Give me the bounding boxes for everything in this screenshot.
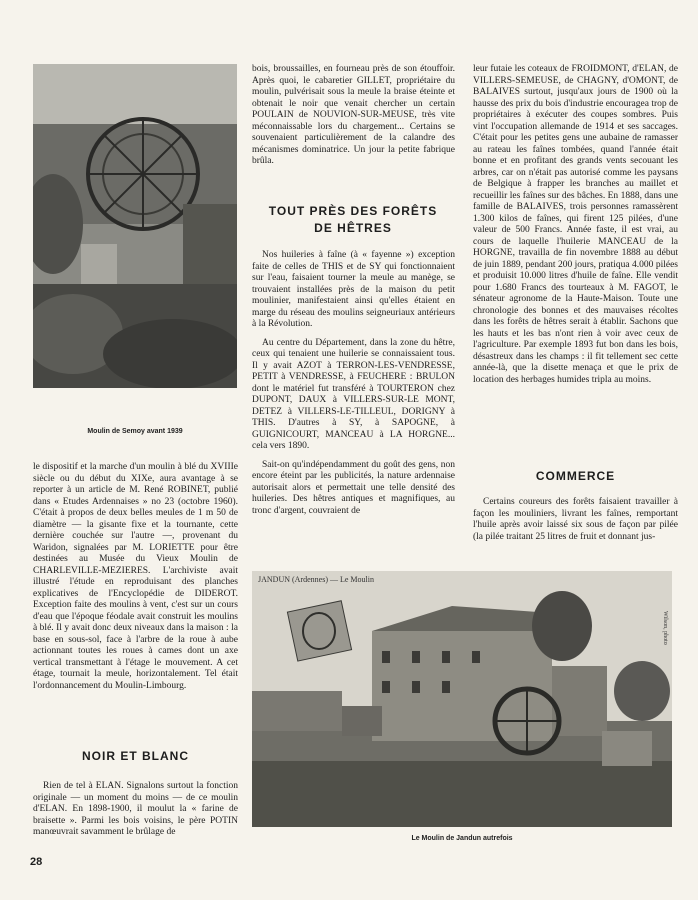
mill-wheel-photo-illustration bbox=[33, 64, 237, 388]
postcard-illustration bbox=[252, 571, 672, 827]
heading-commerce: COMMERCE bbox=[535, 469, 616, 483]
col2-paragraph-1: Nos huileries à faîne (à « fayenne ») exception faite de celles de THIS et de SY qui fonctionnaient sur l'eau, faisaient tourner la meule au manège, se trouvaient installées près de la maison du petit moulinier, manifestaient ainsi qu'elles étaient en marge du réseau des moulins seigneuriaux antérieurs à la Révolution. bbox=[252, 250, 455, 329]
col1-paragraph-2: Rien de tel à ELAN. Signalons surtout la fonction originale — un moment du moins — de ce moulin d'ELAN. En 1898-1900, il moulut la « farine de braisette ». Parmi les bois voisins, le père POTIN manœuvrait savamment le brûlage de bbox=[33, 781, 238, 837]
postcard-publisher: Wilson, photo bbox=[662, 611, 668, 645]
col3-paragraph: leur futaie les coteaux de FROIDMONT, d'ELAN, de VILLERS-SEMEUSE, de CHAGNY, d'OMONT, de BALAIVES surtout, jusqu'aux jours de 1900 où la hausse des prix du bois d'industrie encouragea trop de propriétaires à exécuter des coupes sombres. Puis vint l'occupation allemande de 1914 et ses saccages. C'était pour les petites gens une aubaine de ramasser au rateau les faînes tombées, quand l'année était bonne et en profitant des grands vents secouant les arbres, car on n'était pas autorisé comme les paysans de Belgique à frapper les branches au maillet et recueillir les faînes sur des bâches. En 1888, dans une famille de BALAIVES, trois personnes ramassèrent 1.300 kilos de faînes, qui firent 125 pilées, d'une valeur de 500 Francs. Année faste, il est vrai, au cours de laquelle l'huilerie MANCEAU de la HORGNE, travailla de fin novembre 1888 au début de juin 1889, pendant 200 jours, pratiqua 4.000 pilées et produisit 10.000 litres d'huile de faîne. Elle vendit pour 1.680 Francs des tourteaux à M. FAGOT, le sénateur agronome de la Haute-Maison. Toute une chronologie des bonnes et des mauvaises récoltes dans les forêts de hêtres serait à établir. Sachons que les hauts et les bas n'ont rien à voir avec ceux de l'agriculture. Par exemple 1893 fut bon dans les bois, désastreux dans les champs : il fit tellement sec cette année-là, que la disette menaça et que le prix de location des herbages humides tripla au moins. bbox=[473, 64, 678, 385]
photo-moulin-semoy bbox=[33, 64, 237, 388]
page-number: 28 bbox=[30, 856, 43, 868]
col2-paragraph-2: Au centre du Département, dans la zone du hêtre, ceux qui tenaient une huilerie se connaissaient tous. Il y avait AZOT à TERRON-LES-VENDRESSE, PETIT à VENDRESSE, à FEUCHERE : BRULON dont le matériel fut transféré à TOURTERON chez DUPONT, DAUX à VILLERS-SUR-LE MONT, DETEZ à VILLERS-LE-TILLEUL, DORIGNY à THIS. D'autres à SY, à SAPOGNE, à GUIGNICOURT, MANCEAU à LA HORGNE... cela vers 1890. bbox=[252, 337, 455, 451]
col2-intro: bois, broussailles, en fourneau près de son étouffoir. Après quoi, le cabaretier GILLET, propriétaire du moulin, pulvérisait sous la meule la braise éteinte et obtenait le noir que venait chercher un certain POULAIN de NOUVION-SUR-MEUSE, très vite méconnaissable lors du chargement... Certains se souvenaient particulièrement de la calandre des mécanismes dominatrice. Un jour la petite fabrique brûla. bbox=[252, 64, 455, 166]
photo1-caption: Moulin de Semoy avant 1939 bbox=[87, 428, 183, 435]
column-1-text-continued bbox=[33, 781, 238, 846]
column-2-intro bbox=[252, 64, 455, 175]
photo-moulin-jandun bbox=[252, 571, 672, 827]
heading-noir-et-blanc: NOIR ET BLANC bbox=[82, 749, 189, 763]
postcard-title: JANDUN (Ardennes) — Le Moulin bbox=[258, 575, 374, 584]
heading-tout-pres-des-forets: TOUT PRÈS DES FORÊTS DE HÊTRES bbox=[268, 204, 438, 235]
col2-paragraph-3: Sait-on qu'indépendamment du goût des gens, non encore éteint par les publicités, la nature ardennaise autorisait alors et permettait une telle densité des huileries. Des hêtres antiques et magnifiques, au tronc d'argent, couvraient de bbox=[252, 459, 455, 516]
column-1-text bbox=[33, 462, 238, 699]
col1-paragraph: le dispositif et la marche d'un moulin à blé du XVIIIe siècle ou du début du XIXe, aura avantage à se reporter à un article de M. René ROBINET, publié dans « Etudes Ardennaises » no 23 (octobre 1960). C'était à propos de deux belles meules de 1 m 50 de diamètre — la gisante fixe et la tournante, cette dernière couchée sur l'autre —, provenant du Waridon, signalées par M. LORIETTE pour être destinées au Musée du Vieux Moulin de CHARLEVILLE-MEZIERES. L'archiviste avait illustré l'étude en reproduisant des planches explicatives de l'Encyclopédie de DIDEROT. Exception faite des moulins à vent, c'est sur un cours d'eau que l'époque féodale avait construit les moulins à blé. Il y avait donc deux niveaux dans la maison : la base en sous-sol, face à l'arbre de la roue à aube actionnant toutes les roues à cames dont un axe vertical transmettant à l'étage le mouvement. A cet étage, tournait la meule, horizontalement. Tel était l'ordonnancement du Moulin-Limbourg. bbox=[33, 462, 238, 691]
column-2-text bbox=[252, 250, 455, 524]
column-3-text bbox=[473, 64, 678, 393]
photo2-caption: Le Moulin de Jandun autrefois bbox=[411, 835, 513, 842]
column-3-text-continued bbox=[473, 497, 678, 550]
col3-paragraph-2: Certains coureurs des forêts faisaient travailler à façon les mouliniers, livrant les faînes, remportant l'huile après avoir laissé six sous de façon par pilée (la pilée traitant 25 litres de fruit et donnant jus- bbox=[473, 497, 678, 542]
